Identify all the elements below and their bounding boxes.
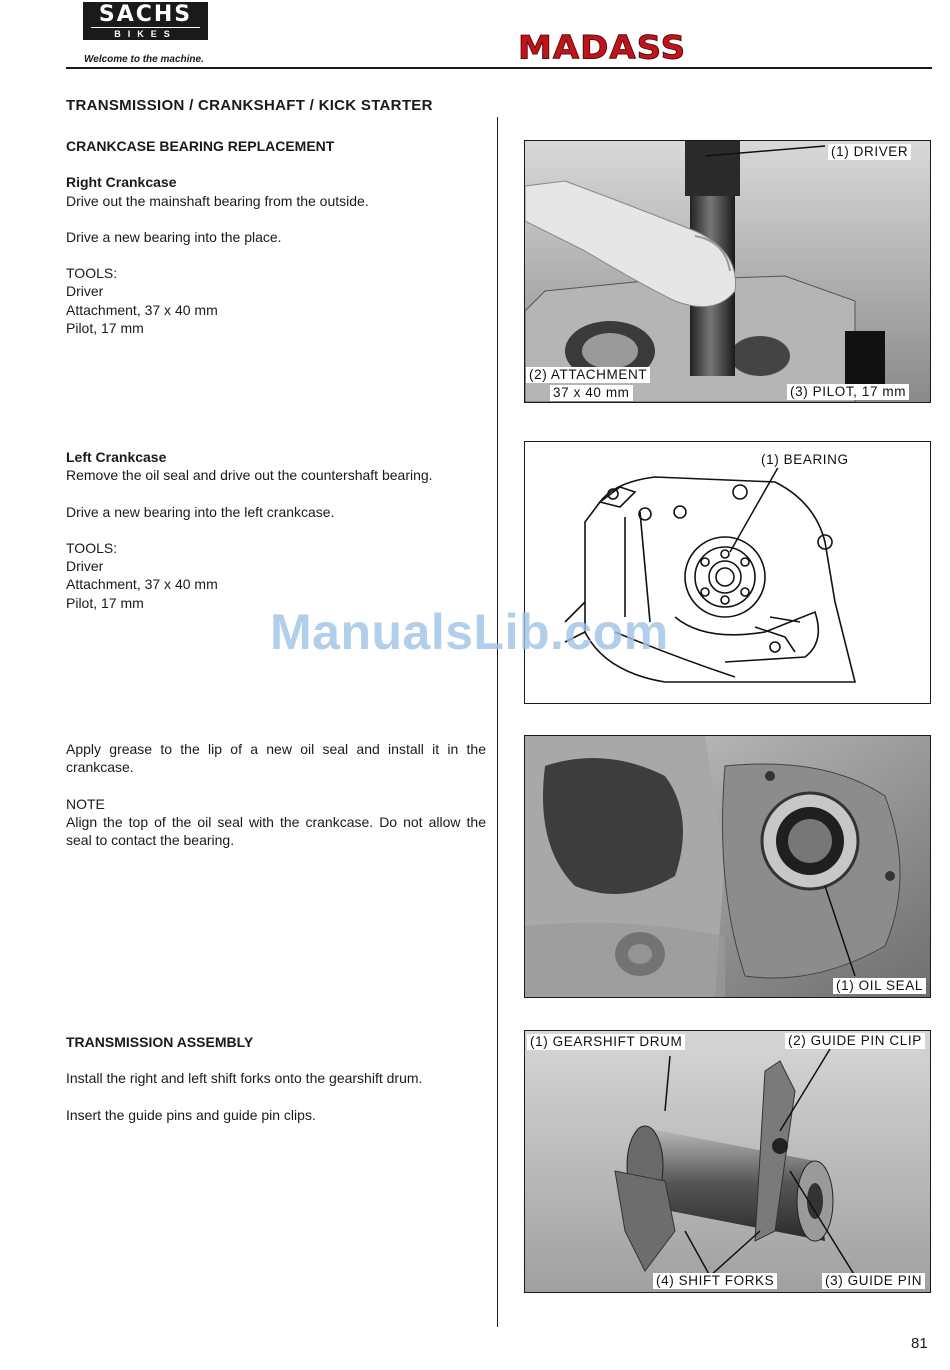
figure-oil-seal xyxy=(524,735,931,998)
callout-pilot: (3) PILOT, 17 mm xyxy=(787,384,909,400)
oil-seal-text xyxy=(66,740,486,849)
column-divider xyxy=(497,117,498,1327)
left-step-1: Remove the oil seal and drive out the countershaft bearing. xyxy=(66,467,433,484)
note-label: NOTE xyxy=(66,795,105,812)
section-title: TRANSMISSION / CRANKSHAFT / KICK STARTER xyxy=(66,97,433,114)
madass-logo: MADASS xyxy=(518,29,687,67)
bearing-replacement-heading: CRANKCASE BEARING REPLACEMENT xyxy=(66,138,335,154)
right-crankcase-heading: Right Crankcase xyxy=(66,174,177,191)
tagline: Welcome to the machine. xyxy=(84,54,204,65)
page-number: 81 xyxy=(911,1335,928,1352)
left-tool-attachment: Attachment, 37 x 40 mm xyxy=(66,576,218,593)
left-tool-pilot: Pilot, 17 mm xyxy=(66,594,144,611)
figure-gearshift-drum xyxy=(524,1030,931,1293)
logo-sub-text: BIKES xyxy=(91,27,200,40)
right-step-2: Drive a new bearing into the place. xyxy=(66,228,282,245)
left-tool-driver: Driver xyxy=(66,558,104,575)
left-crankcase-text xyxy=(66,448,486,612)
right-step-1: Drive out the mainshaft bearing from the outside. xyxy=(66,192,369,209)
right-tool-driver: Driver xyxy=(66,283,104,300)
photo-oil-seal xyxy=(525,736,930,997)
callout-attachment: (2) ATTACHMENT xyxy=(526,367,650,383)
left-tools-label: TOOLS: xyxy=(66,539,118,556)
callout-bearing: (1) BEARING xyxy=(758,452,852,468)
callout-oil-seal: (1) OIL SEAL xyxy=(833,978,926,994)
left-crankcase-heading: Left Crankcase xyxy=(66,449,167,465)
left-step-2: Drive a new bearing into the left crankcase. xyxy=(66,503,335,520)
figure-left-crankcase-bearing xyxy=(524,441,931,704)
watermark: ManualsLib.com xyxy=(270,604,669,660)
assembly-step-1: Install the right and left shift forks onto the gearshift drum. xyxy=(66,1070,423,1087)
logo-brand-text: SACHS xyxy=(98,2,193,27)
callout-guide-pin-clip: (2) GUIDE PIN CLIP xyxy=(785,1033,925,1049)
photo-gearshift-drum xyxy=(525,1031,930,1292)
right-tool-pilot: Pilot, 17 mm xyxy=(66,320,144,337)
figure-right-crankcase-tools xyxy=(524,140,931,403)
callout-driver: (1) DRIVER xyxy=(828,144,911,160)
drawing-left-crankcase xyxy=(525,442,930,703)
oil-seal-instruction: Apply grease to the lip of a new oil seal and install it in the crankcase. xyxy=(66,741,486,776)
right-tools-label: TOOLS: xyxy=(66,265,118,282)
right-crankcase-text xyxy=(66,137,486,337)
header-rule xyxy=(66,67,932,69)
callout-gearshift-drum: (1) GEARSHIFT DRUM xyxy=(527,1034,685,1050)
note-text: Align the top of the oil seal with the crankcase. Do not allow the seal to contact the bearing. xyxy=(66,813,486,849)
callout-attachment-size: 37 x 40 mm xyxy=(550,385,633,401)
right-tool-attachment: Attachment, 37 x 40 mm xyxy=(66,301,218,318)
callout-guide-pin: (3) GUIDE PIN xyxy=(822,1273,925,1289)
transmission-assembly-text xyxy=(66,1033,486,1124)
sachs-logo xyxy=(83,2,208,40)
transmission-assembly-heading: TRANSMISSION ASSEMBLY xyxy=(66,1034,254,1050)
assembly-step-2: Insert the guide pins and guide pin clips. xyxy=(66,1106,316,1123)
callout-shift-forks: (4) SHIFT FORKS xyxy=(653,1273,777,1289)
photo-driver-in-crankcase xyxy=(525,141,930,402)
